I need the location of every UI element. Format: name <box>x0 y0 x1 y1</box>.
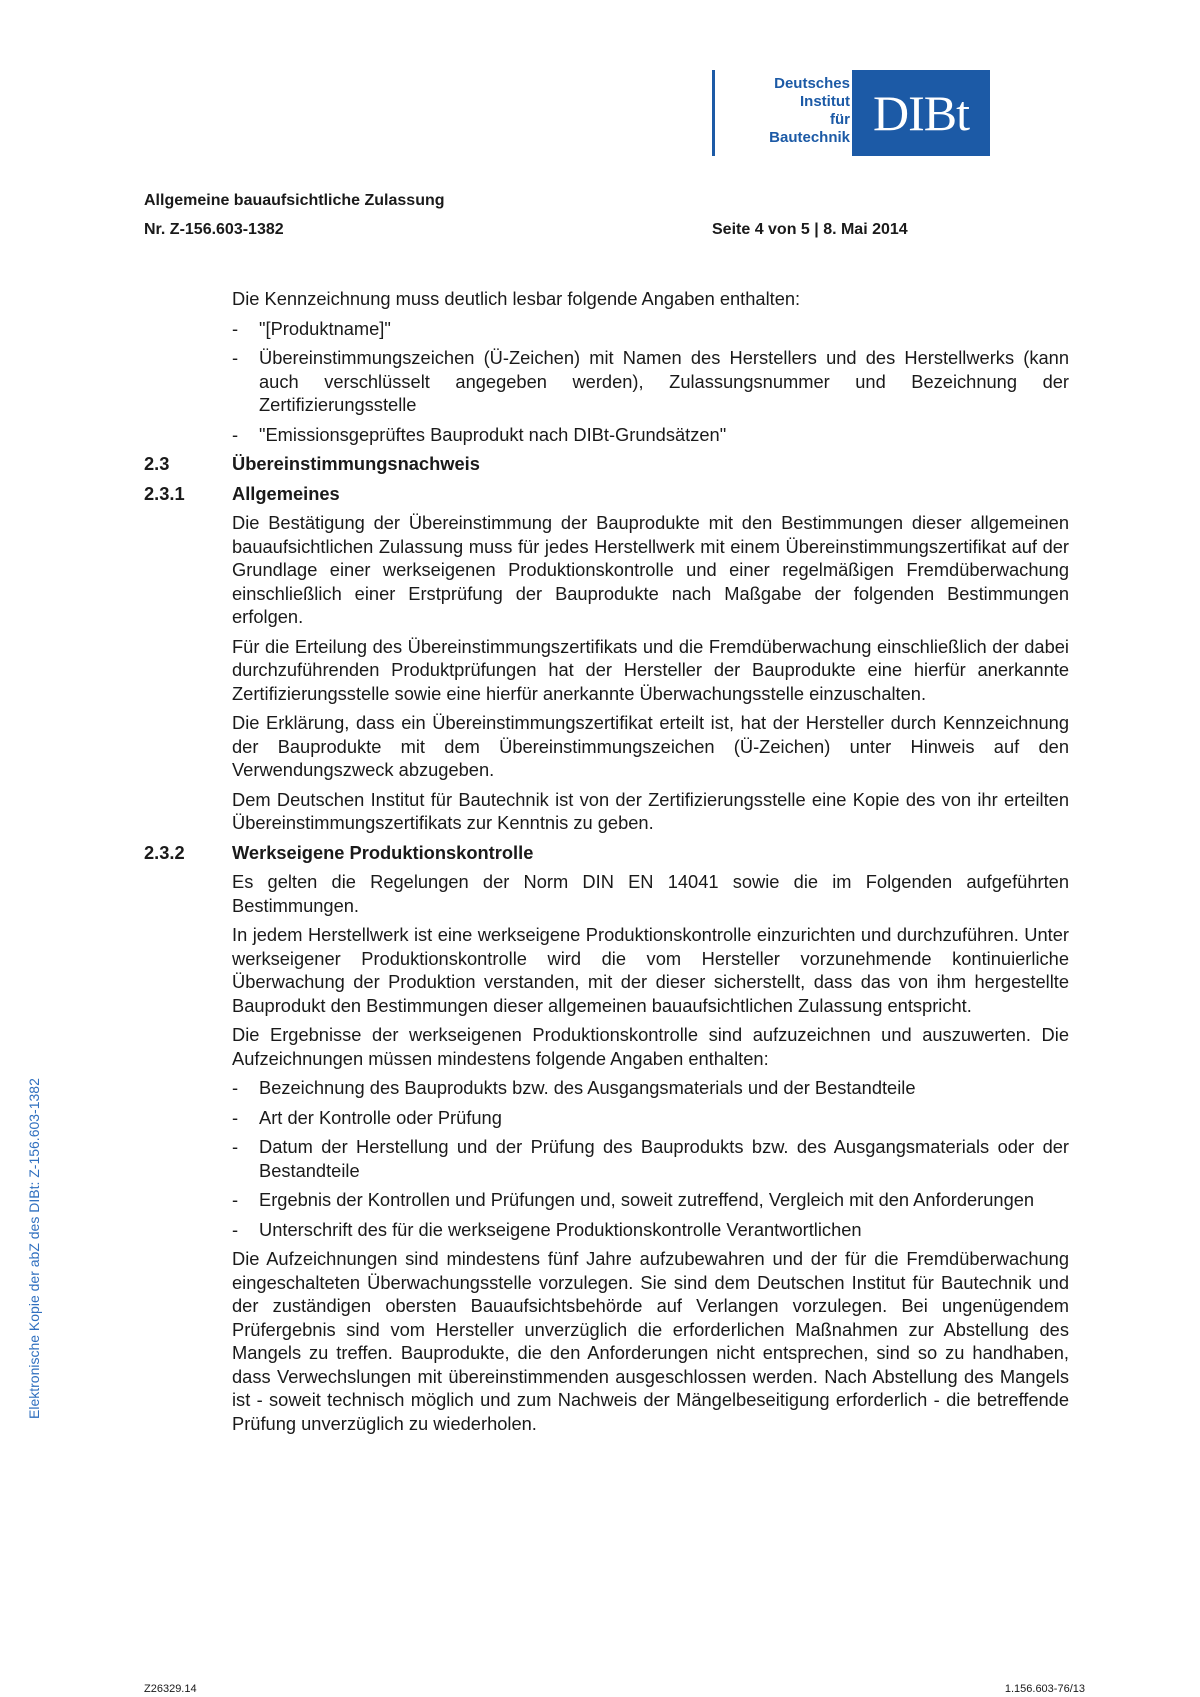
bullet-dash: - <box>232 1106 239 1128</box>
paragraph: Dem Deutschen Institut für Bautechnik ist von der Zertifizierungsstelle eine Kopie des von ihr erteilten Übereinstimmungszertifikats zur Kenntnis zu geben. <box>232 788 1069 833</box>
marking-intro: Die Kennzeichnung muss deutlich lesbar folgende Angaben enthalten: <box>232 288 801 309</box>
list-item <box>232 1218 1069 1242</box>
document-body <box>144 287 1069 1441</box>
footer-reference: 1.156.603-76/13 <box>1004 1683 1085 1695</box>
paragraph: Die Aufzeichnungen sind mindestens fünf Jahre aufzubewahren und der für die Fremdüberwachung eingeschalteten Überwachungsstelle vorzulegen. Sie sind dem Deutschen Institut für Bautechnik und der zuständigen obersten Bauaufsichtsbehörde auf Verlangen vorzulegen. Bei ungenügendem Prüfergebnis sind vom Hersteller unverzüglich die erforderlichen Maßnahmen zur Abstellung des Mangels zu treffen. Bauprodukte, die den Anforderungen nicht entsprechen, sind so zu handhaben, dass Verwechslungen mit übereinstimmenden ausgeschlossen werden. Nach Abstellung des Mangels ist - soweit technisch möglich und zum Nachweis der Mängelbeseitigung erforderlich - die betreffende Prüfung unverzüglich zu wiederholen. <box>232 1248 1069 1434</box>
paragraph: Die Bestätigung der Übereinstimmung der Bauprodukte mit den Bestimmungen dieser allgemeinen bauaufsichtlichen Zulassung muss für jedes Herstellwerk mit einem Übereinstimmungszertifikat auf der Grundlage einer werkseigenen Produktionskontrolle und einer regelmäßigen Fremdüberwachung einschließlich einer Erstprüfung der Bauprodukte nach Maßgabe der folgenden Bestimmungen erfolgen. <box>232 512 1069 627</box>
logo-divider <box>712 70 715 156</box>
dibt-logo <box>712 70 990 156</box>
logo-line-4: Bautechnik <box>769 129 850 146</box>
paragraph: Die Erklärung, dass ein Übereinstimmungszertifikat erteilt ist, hat der Hersteller durch Kennzeichnung der Bauprodukte mit dem Übereinstimmungszeichen (Ü-Zeichen) unter Hinweis auf den Verwendungszweck abzugeben. <box>232 712 1069 780</box>
list-item-text: Übereinstimmungszeichen (Ü-Zeichen) mit Namen des Herstellers und des Herstellwerks (kann auch verschlüsselt angegeben werden), Zulassungsnummer und Bezeichnung der Zertifizierungsstelle <box>259 347 1069 415</box>
logo-line-1: Deutsches <box>774 75 850 92</box>
list-item <box>232 1188 1069 1212</box>
list-item <box>232 317 1069 341</box>
section-number: 2.3.2 <box>144 841 185 863</box>
logo-abbreviation: DIBt <box>852 70 990 156</box>
bullet-dash: - <box>232 1077 239 1098</box>
logo-line-2: Institut <box>800 93 850 110</box>
section-heading <box>144 841 1069 865</box>
section-title: Allgemeines <box>232 482 340 504</box>
list-item-text: "[Produktname]" <box>259 317 391 339</box>
section-number: 2.3.1 <box>144 482 185 504</box>
list-item-text: Unterschrift des für die werkseigene Produktionskontrolle Verantwortlichen <box>259 1218 862 1240</box>
side-copy-note: Elektronische Kopie der abZ des DIBt: Z-156.603-1382 <box>26 1078 42 1419</box>
paragraph: Die Ergebnisse der werkseigenen Produktionskontrolle sind aufzuzeichnen und auszuwerten. Die Aufzeichnungen müssen mindestens folgende Angaben enthalten: <box>232 1024 1069 1069</box>
paragraph: In jedem Herstellwerk ist eine werkseigene Produktionskontrolle einzurichten und durchzuführen. Unter werkseigener Produktionskontrolle wird die vom Hersteller vorzunehmende kontinuierliche Überwachung der Produktion verstanden, mit der dieser sicherstellt, dass das von ihm hergestellte Bauprodukt den Bestimmungen dieser allgemeinen bauaufsichtlichen Zulassung entspricht. <box>232 924 1069 1016</box>
footer-document-code: Z26329.14 <box>144 1683 197 1695</box>
list-item <box>232 423 1069 447</box>
list-item-text: Datum der Herstellung und der Prüfung des Bauprodukts bzw. des Ausgangsmaterials oder der Bestandteile <box>259 1136 1069 1181</box>
list-item <box>232 1076 1069 1100</box>
list-item-text: Ergebnis der Kontrollen und Prüfungen und, soweit zutreffend, Vergleich mit den Anforderungen <box>259 1189 1035 1210</box>
approval-number: Nr. Z-156.603-1382 <box>144 221 284 238</box>
bullet-dash: - <box>232 1136 239 1157</box>
list-item <box>232 1135 1069 1182</box>
section-title: Übereinstimmungsnachweis <box>232 453 480 474</box>
bullet-dash: - <box>232 347 239 368</box>
list-item <box>232 1106 1069 1130</box>
page-info: Seite 4 von 5 | 8. Mai 2014 <box>712 221 908 238</box>
bullet-dash: - <box>232 317 239 339</box>
list-item-text: Bezeichnung des Bauprodukts bzw. des Ausgangsmaterials und der Bestandteile <box>259 1077 916 1098</box>
list-item-text: "Emissionsgeprüftes Bauprodukt nach DIBt-Grundsätzen" <box>259 423 727 445</box>
list-item-text: Art der Kontrolle oder Prüfung <box>259 1106 502 1128</box>
bullet-dash: - <box>232 1189 239 1210</box>
bullet-dash: - <box>232 423 239 445</box>
logo-line-3: für <box>830 111 850 128</box>
paragraph: Es gelten die Regelungen der Norm DIN EN 14041 sowie die im Folgenden aufgeführten Bestimmungen. <box>232 871 1069 916</box>
section-heading <box>144 452 1069 476</box>
bullet-dash: - <box>232 1218 239 1240</box>
document-title: Allgemeine bauaufsichtliche Zulassung <box>144 192 445 209</box>
paragraph: Für die Erteilung des Übereinstimmungszertifikats und die Fremdüberwachung einschließlich der dabei durchzuführenden Produktprüfungen hat der Hersteller der Bauprodukte eine hierfür anerkannte Zertifizierungsstelle sowie eine hierfür anerkannte Überwachungsstelle einzuschalten. <box>232 635 1069 704</box>
logo-institute-name <box>740 75 850 147</box>
section-title: Werkseigene Produktionskontrolle <box>232 841 534 863</box>
list-item <box>232 346 1069 417</box>
section-heading <box>144 482 1069 506</box>
section-number: 2.3 <box>144 453 170 474</box>
